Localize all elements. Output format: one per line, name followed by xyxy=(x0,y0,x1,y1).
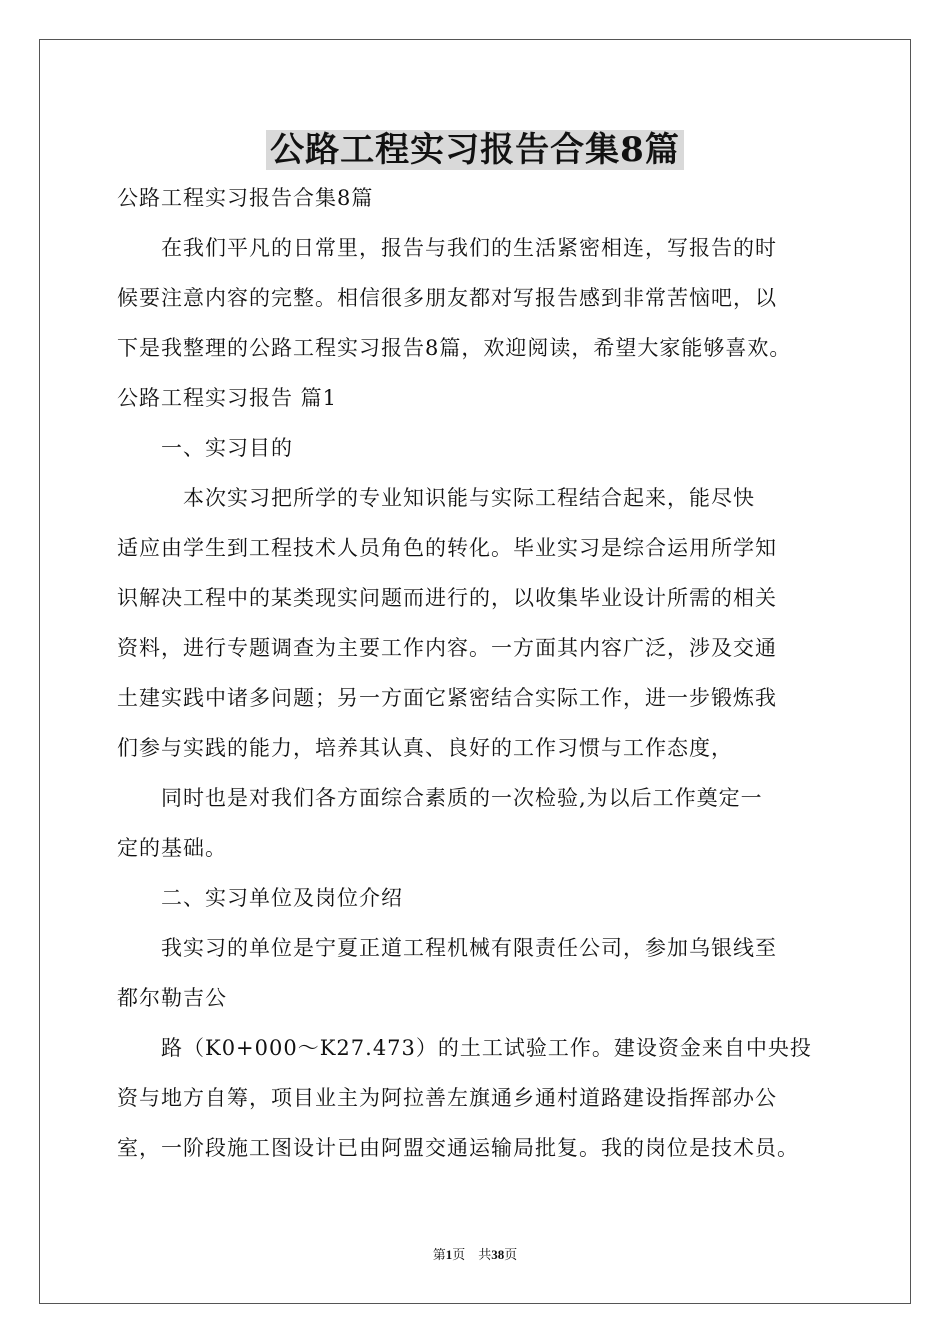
body-line: 在我们平凡的日常里，报告与我们的生活紧密相连，写报告的时 xyxy=(117,236,777,260)
body-line: 室，一阶段施工图设计已由阿盟交通运输局批复。我的岗位是技术员。 xyxy=(117,1136,799,1160)
body-line: 都尔勒吉公 xyxy=(117,986,227,1010)
body-line: 我实习的单位是宁夏正道工程机械有限责任公司，参加乌银线至 xyxy=(117,936,777,960)
subsection-heading: 一、实习目的 xyxy=(117,436,293,460)
document-title-text: 公路工程实习报告合集8篇 xyxy=(266,130,684,170)
body-line: 下是我整理的公路工程实习报告8篇，欢迎阅读，希望大家能够喜欢。 xyxy=(117,336,792,360)
body-line: 路（K0+000～K27.473）的土工试验工作。建设资金来自中央投 xyxy=(117,1036,812,1060)
body-line: 适应由学生到工程技术人员角色的转化。毕业实习是综合运用所学知 xyxy=(117,536,777,560)
document-title xyxy=(0,127,950,173)
body-line: 定的基础。 xyxy=(117,836,227,860)
body-line: 资料，进行专题调查为主要工作内容。一方面其内容广泛，涉及交通 xyxy=(117,636,777,660)
body-line: 同时也是对我们各方面综合素质的一次检验,为以后工作奠定一 xyxy=(117,786,763,810)
body-line: 资与地方自筹，项目业主为阿拉善左旗通乡通村道路建设指挥部办公 xyxy=(117,1086,777,1110)
section-heading: 公路工程实习报告 篇1 xyxy=(117,386,338,410)
page-footer xyxy=(0,1246,950,1264)
body-line: 识解决工程中的某类现实问题而进行的，以收集毕业设计所需的相关 xyxy=(117,586,777,610)
body-line: 本次实习把所学的专业知识能与实际工程结合起来，能尽快 xyxy=(117,486,755,510)
body-line: 们参与实践的能力，培养其认真、良好的工作习惯与工作态度， xyxy=(117,736,733,760)
footer-page-number: 1 xyxy=(445,1247,453,1262)
footer-total-suffix: 页 xyxy=(504,1247,518,1262)
body-line: 候要注意内容的完整。相信很多朋友都对写报告感到非常苦恼吧，以 xyxy=(117,286,777,310)
body-line: 土建实践中诸多问题；另一方面它紧密结合实际工作，进一步锻炼我 xyxy=(117,686,777,710)
subsection-heading: 二、实习单位及岗位介绍 xyxy=(117,886,403,910)
subtitle-line: 公路工程实习报告合集8篇 xyxy=(117,186,374,210)
footer-total-pages: 38 xyxy=(491,1247,505,1262)
footer-page-prefix: 第 xyxy=(432,1247,446,1262)
page-border xyxy=(39,39,911,1304)
footer-page-suffix: 页 共 xyxy=(452,1247,492,1262)
